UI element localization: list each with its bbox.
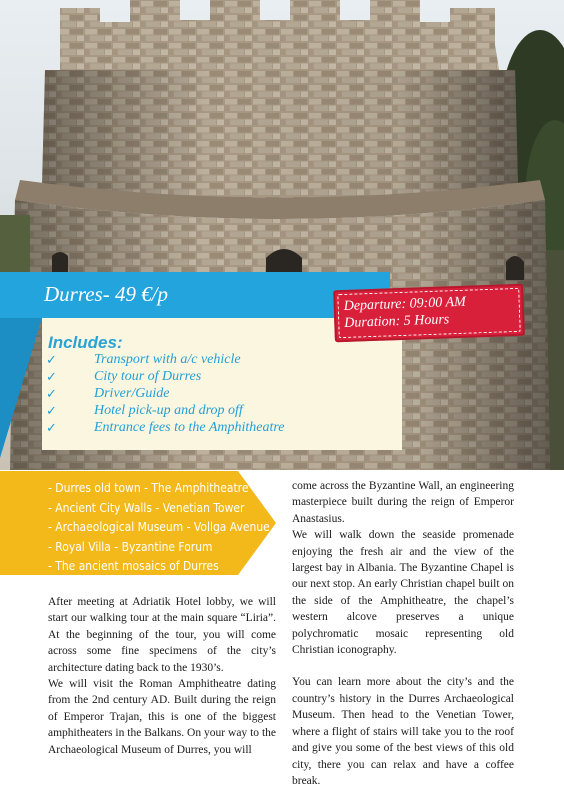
highlight-item: - The ancient mosaics of Durres — [48, 558, 219, 574]
body-paragraph: You can learn more about the city’s and the country’s history in the Durres Archaeological Museum. Then head to the Venetian Tower, where a flight of stairs will take you to the roof and give you some of the best views of this old city, there you can relax and have a coffee break. — [292, 676, 514, 787]
include-item: ✓ Hotel pick-up and drop off — [46, 402, 243, 418]
tour-title: Durres- 49 €/p — [44, 282, 169, 306]
body-paragraph: After meeting at Adriatik Hotel lobby, we will start our walking tour at the main square “Liria”. At the beginning of the tour, you will come across some fine specimens of the city’s architecture dating back to the 1930’s. — [48, 596, 276, 674]
highlight-item: - Ancient City Walls - Venetian Tower — [48, 499, 245, 515]
checkmark-icon: ✓ — [46, 402, 57, 418]
highlight-item: - Royal Villa - Byzantine Forum — [48, 538, 213, 554]
checkmark-icon: ✓ — [46, 368, 57, 384]
highlights-list — [48, 478, 306, 576]
body-paragraph: We will walk down the seaside promenade enjoying the fresh air and the view of the largest bay in Albania. The Byzantine Chapel is our next stop. An early Christian chapel built on the side of the Amphitheatre, the chapel’s western alcove preserves a unique polychromatic mosaic representing old Christian iconography. — [292, 529, 514, 657]
checkmark-icon: ✓ — [46, 419, 57, 435]
body-right-column — [292, 478, 514, 789]
body-paragraph: We will visit the Roman Amphitheatre dating from the 2nd century AD. Built during the reign of Emperor Trajan, this is one of the biggest amphitheaters in the Balkans. On your way to the Archaeological Museum of Durres, you will — [48, 678, 276, 756]
body-paragraph: come across the Byzantine Wall, an engineering masterpiece built during the reign of Emperor Anastasius. — [292, 480, 514, 525]
checkmark-icon: ✓ — [46, 351, 57, 367]
body-left-column — [48, 594, 276, 758]
include-item: ✓ Driver/Guide — [46, 385, 170, 401]
includes-heading: Includes: — [48, 333, 123, 352]
tour-duration: Duration: 5 Hours — [344, 312, 450, 331]
highlight-item: - Archaeological Museum - Vollga Avenue — [48, 519, 270, 535]
departure-time: Departure: 09:00 AM — [343, 294, 467, 314]
include-item: ✓ City tour of Durres — [46, 368, 202, 384]
departure-stamp — [333, 284, 525, 343]
includes-list — [46, 351, 285, 436]
include-item: ✓ Transport with a/c vehicle — [46, 351, 241, 367]
highlight-item: - Durres old town - The Amphitheatre — [48, 480, 249, 495]
tour-title-band — [0, 272, 390, 318]
blue-corner-accent — [0, 318, 42, 458]
checkmark-icon: ✓ — [46, 385, 57, 401]
include-item: ✓ Entrance fees to the Amphitheatre — [46, 419, 285, 435]
